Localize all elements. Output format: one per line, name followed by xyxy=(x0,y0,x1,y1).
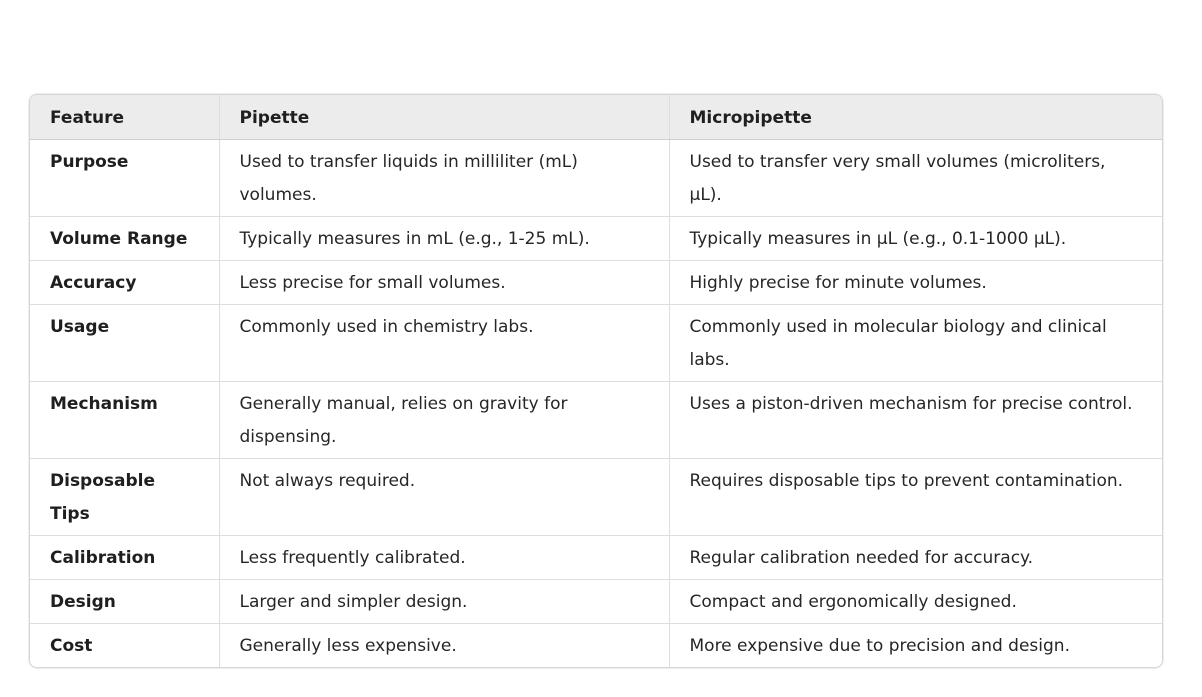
feature-cell: Mechanism xyxy=(30,382,219,459)
feature-cell: Purpose xyxy=(30,140,219,217)
header-feature: Feature xyxy=(30,95,219,140)
feature-cell: Disposable Tips xyxy=(30,459,219,536)
table-header xyxy=(30,95,1162,140)
table-row xyxy=(30,536,1162,580)
pipette-cell: Used to transfer liquids in milliliter (mL) volumes. xyxy=(219,140,669,217)
micropipette-cell: Compact and ergonomically designed. xyxy=(669,580,1162,624)
table-body xyxy=(30,140,1162,668)
pipette-cell: Less precise for small volumes. xyxy=(219,261,669,305)
table-row xyxy=(30,459,1162,536)
feature-cell: Cost xyxy=(30,624,219,668)
feature-cell: Design xyxy=(30,580,219,624)
feature-cell: Volume Range xyxy=(30,217,219,261)
micropipette-cell: Regular calibration needed for accuracy. xyxy=(669,536,1162,580)
micropipette-cell: Requires disposable tips to prevent contamination. xyxy=(669,459,1162,536)
table-row xyxy=(30,580,1162,624)
micropipette-cell: Commonly used in molecular biology and clinical labs. xyxy=(669,305,1162,382)
feature-cell: Calibration xyxy=(30,536,219,580)
pipette-cell: Generally less expensive. xyxy=(219,624,669,668)
header-row xyxy=(30,95,1162,140)
micropipette-cell: More expensive due to precision and design. xyxy=(689,636,1070,656)
pipette-cell: Not always required. xyxy=(219,459,669,536)
pipette-cell: Generally manual, relies on gravity for dispensing. xyxy=(219,382,669,459)
table-row xyxy=(30,305,1162,382)
header-pipette: Pipette xyxy=(219,95,669,140)
feature-cell: Usage xyxy=(30,305,219,382)
header-micropipette: Micropipette xyxy=(669,95,1162,140)
pipette-cell: Commonly used in chemistry labs. xyxy=(219,305,669,382)
comparison-table-container xyxy=(29,94,1163,668)
pipette-cell: Larger and simpler design. xyxy=(219,580,669,624)
micropipette-cell: Typically measures in µL (e.g., 0.1-1000 µL). xyxy=(669,217,1162,261)
table-row xyxy=(30,261,1162,305)
micropipette-cell: Highly precise for minute volumes. xyxy=(669,261,1162,305)
feature-cell: Accuracy xyxy=(30,261,219,305)
pipette-cell: Typically measures in mL (e.g., 1-25 mL). xyxy=(219,217,669,261)
table-row xyxy=(30,382,1162,459)
table-row xyxy=(30,624,1162,668)
micropipette-cell: Uses a piston-driven mechanism for precise control. xyxy=(669,382,1162,459)
pipette-cell: Less frequently calibrated. xyxy=(219,536,669,580)
table-row xyxy=(30,140,1162,217)
table-row xyxy=(30,217,1162,261)
comparison-table xyxy=(30,95,1162,667)
micropipette-cell: Used to transfer very small volumes (microliters, µL). xyxy=(669,140,1162,217)
